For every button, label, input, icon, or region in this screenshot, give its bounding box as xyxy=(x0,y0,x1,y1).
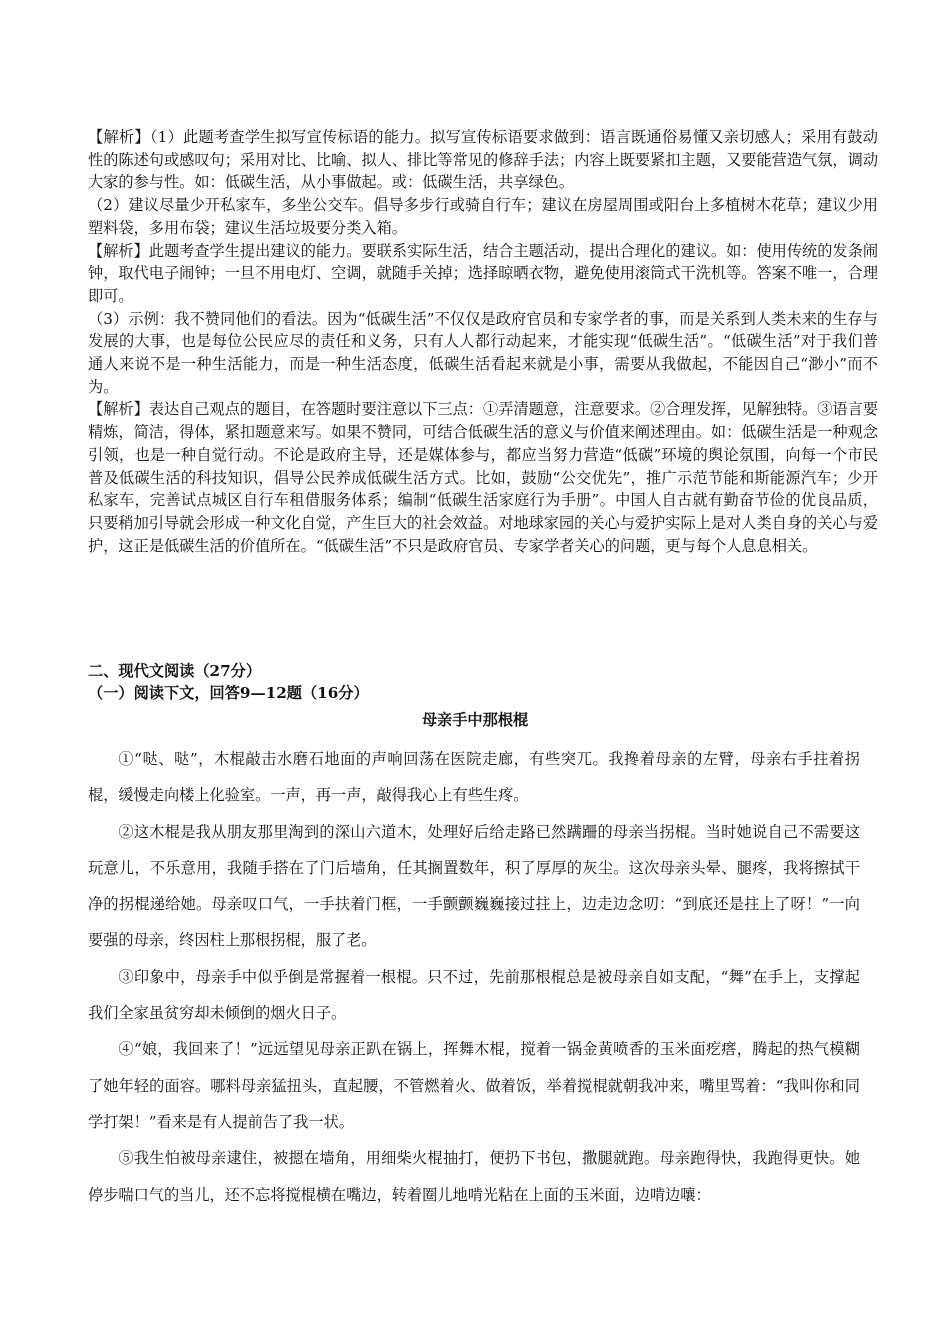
answer-explanation-block xyxy=(88,126,878,557)
section-subheading: （一）阅读下文，回答9—12题（16分） xyxy=(88,684,369,702)
answer-paragraph-4: （3）示例：我不赞同他们的看法。因为“低碳生活”不仅仅是政府官员和专家学者的事，而是关系到人类未来的生存与发展的大事，也是每位公民应尽的责任和义务，只有人人都行动起来，才能实现“低碳生活”。“低碳生活”对于我们普通人来说不是一种生活能力，而是一种生活态度，低碳生活看起来就是小事，需要从我做起，不能因自己“渺小”而不为。 xyxy=(88,309,878,396)
answer-paragraph-2: （2）建议尽量少开私家车，多坐公交车。倡导多步行或骑自行车；建议在房屋周围或阳台上多植树木花草；建议少用塑料袋，多用布袋；建议生活垃圾要分类入箱。 xyxy=(88,196,878,237)
reading-paragraph-3: ③印象中，母亲手中似乎倒是常握着一根棍。只不过，先前那根棍总是被母亲自如支配，“舞”在手上，支撑起我们全家虽贫穷却未倾倒的烟火日子。 xyxy=(88,967,860,1023)
article-title: 母亲手中那根棍 xyxy=(421,711,529,729)
analysis-paragraph-5: 【解析】表达自己观点的题目，在答题时要注意以下三点：①弄清题意，注意要求。②合理发挥，见解独特。③语言要精炼，简洁，得体，紧扣题意来写。如果不赞同，可结合低碳生活的意义与价值来阐述理由。如：低碳生活是一种观念引领，也是一种自觉行动。不论是政府主导，还是媒体参与，都应当努力营造“低碳”环境的舆论氛围，向每一个市民普及低碳生活的科技知识，倡导公民养成低碳生活方式。比如，鼓励“公交优先”，推广示范节能和斯能源汽车；少开私家车，完善试点城区自行车租借服务体系；编制“低碳生活家庭行为手册”。中国人自古就有勤奋节俭的优良品质，只要稍加引导就会形成一种文化自觉，产生巨大的社会效益。对地球家园的关心与爱护实际上是对人类自身的关心与爱护，这正是低碳生活的价值所在。“低碳生活”不只是政府官员、专家学者关心的问题，更与每个人息息相关。 xyxy=(88,400,878,555)
analysis-paragraph-1: 【解析】（1）此题考查学生拟写宣传标语的能力。拟写宣传标语要求做到：语言既通俗易懂又亲切感人；采用有鼓动性的陈述句或感叹句；采用对比、比喻、拟人、排比等常见的修辞手法；内容上既要紧扣主题，又要能营造气氛，调动大家的参与性。如：低碳生活，从小事做起。或：低碳生活，共享绿色。 xyxy=(88,128,878,192)
reading-paragraph-4: ④“娘，我回来了！”远远望见母亲正趴在锅上，挥舞木棍，搅着一锅金黄喷香的玉米面疙瘩，腾起的热气模糊了她年轻的面容。哪料母亲猛扭头，直起腰，不管燃着火、做着饭，举着搅棍就朝我冲来，嘴里骂着：“我叫你和同学打架！”看来是有人提前告了我一状。 xyxy=(88,1040,860,1131)
reading-paragraph-5: ⑤我生怕被母亲逮住，被摁在墙角，用细柴火棍抽打，便扔下书包，撒腿就跑。母亲跑得快，我跑得更快。她停步喘口气的当儿，还不忘将搅棍横在嘴边，转着圈儿地啃光粘在上面的玉米面，边啃边嚷： xyxy=(88,1149,860,1204)
section-heading: 二、现代文阅读（27分） xyxy=(88,662,262,680)
reading-passage xyxy=(88,741,860,1213)
analysis-paragraph-3: 【解析】此题考查学生提出建议的能力。要联系实际生活，结合主题活动，提出合理化的建议。如：使用传统的发条闹钟，取代电子闹钟；一旦不用电灯、空调，就随手关掉；选择晾晒衣物，避免使用滚筒式干洗机等。答案不唯一，合理即可。 xyxy=(88,241,878,305)
reading-paragraph-1: ①“哒、哒”，木棍敲击水磨石地面的声响回荡在医院走廊，有些突兀。我搀着母亲的左臂，母亲右手拄着拐棍，缓慢走向楼上化验室。一声，再一声，敲得我心上有些生疼。 xyxy=(88,750,860,805)
reading-paragraph-2: ②这木棍是我从朋友那里淘到的深山六道木，处理好后给走路已然蹒跚的母亲当拐棍。当时她说自己不需要这玩意儿，不乐意用，我随手搭在了门后墙角，任其搁置数年，积了厚厚的灰尘。这次母亲头晕、腿疼，我将擦拭干净的拐棍递给她。母亲叹口气，一手扶着门框，一手颤颤巍巍接过拄上，边走边念叨：“到底还是拄上了呀！”一向要强的母亲，终因柱上那根拐棍，服了老。 xyxy=(88,822,860,950)
